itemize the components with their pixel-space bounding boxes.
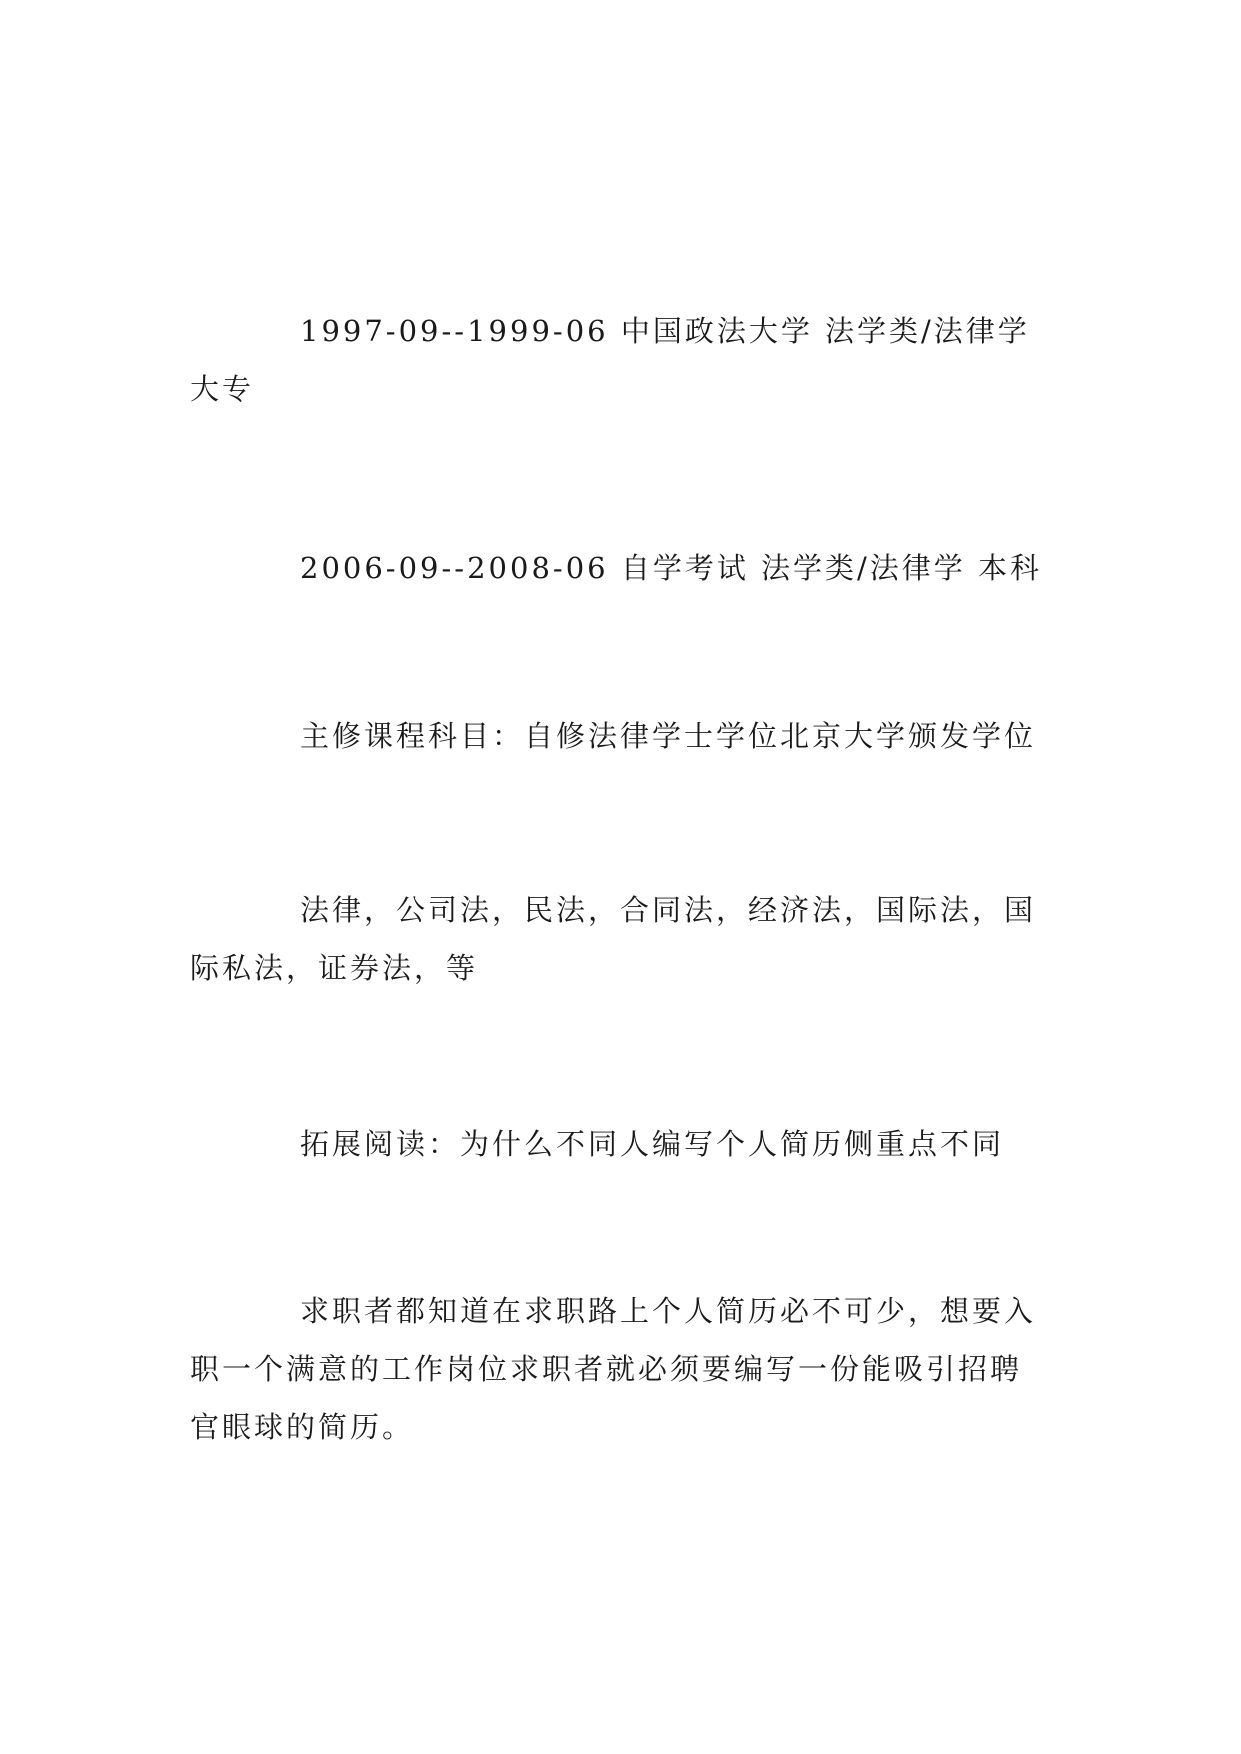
major-courses-heading: 主修课程科目：自修法律学士学位北京大学颁发学位: [300, 719, 1037, 753]
education-entry-1: 1997-09--1999-06 中国政法大学 法学类/法律学大专: [190, 314, 1030, 406]
body-paragraph: 求职者都知道在求职路上个人简历必不可少，想要入职一个满意的工作岗位求职者就必须要编写一份能吸引招聘官眼球的简历。: [190, 1294, 1037, 1444]
education-entry-2: 2006-09--2008-06 自学考试 法学类/法律学 本科: [300, 551, 1043, 585]
course-list: 法律，公司法，民法，合同法，经济法，国际法，国际私法，证券法，等: [190, 893, 1037, 985]
extended-reading-title: 拓展阅读：为什么不同人编写个人简历侧重点不同: [300, 1127, 1005, 1161]
